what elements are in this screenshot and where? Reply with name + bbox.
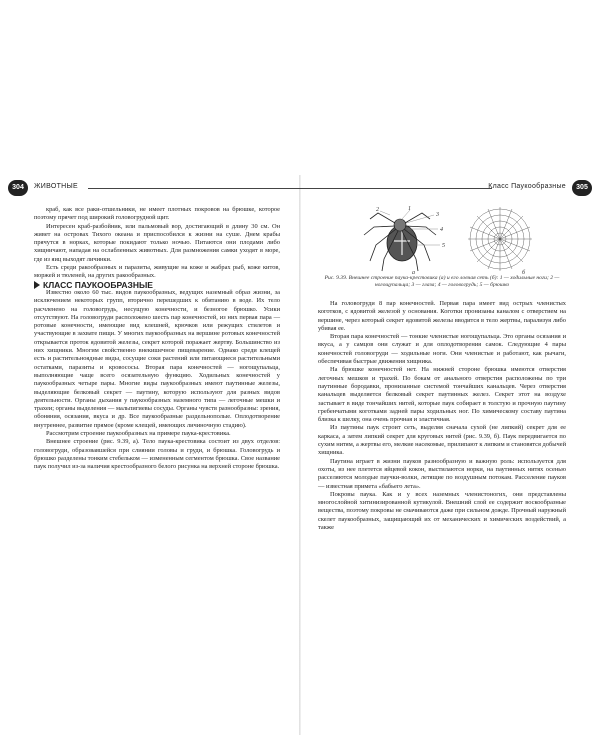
right-page-body	[318, 300, 566, 532]
spider-figure	[350, 205, 560, 275]
body-paragraph: На головогруди 8 пар конечностей. Первая пара имеет вид острых членистых коготков, с ядовитой железой у основания. Коготки пронизаны каналом с отверстием на вершине, через который секрет ядовитой железы вводится в тело жертвы, парализуя либо убивая ее.	[318, 300, 566, 332]
left-page-number: 304	[8, 180, 28, 196]
right-page-header	[300, 180, 592, 196]
body-paragraph: Интересен краб-разбойник, или пальмовый вор, достигающий в длину 30 см. Он живет на островах Тихого океана и приспособился к жизни на суше. Днем крабы прячутся в норках, которые покидают только ночью. Питаются они плодами либо хищничают, нападая на ослабленных животных. Для размножения самки уходят в море, где из яиц выходят личинки.	[34, 222, 280, 263]
body-paragraph: Покровы паука. Как и у всех наземных членистоногих, они представлены многослойной хитинизированной кутикулой. Внешний слой ее содержит воскообразные вещества, поэтому покровы не смачиваются даже при сильном дожде. Прочный наружный скелет паукообразных, защищающий их от механических и химических воздействий, а также	[318, 490, 566, 532]
right-running-title: Класс Паукообразные	[488, 183, 566, 190]
figure-label-3: 3	[436, 212, 439, 218]
figure-label-1: 2	[376, 207, 379, 213]
triangle-bullet-icon	[34, 281, 40, 289]
orb-web-illustration	[468, 207, 532, 271]
figure-sub-a: а	[412, 270, 415, 275]
left-running-title: ЖИВОТНЫЕ	[34, 183, 78, 190]
page-gutter	[299, 175, 301, 735]
section-heading	[34, 281, 280, 289]
body-paragraph: Внешнее строение (рис. 9.39, а). Тело паука-крестовика состоит из двух отделов: головогруди, образовавшейся при слиянии головы и груди, и брюшка. Головогрудь и брюшко разделены тонким стебельком — измененным сегментом брюшка. Свое название паук получил из-за наличия крестообразного белого рисунка на верхней стороне брюшка.	[34, 438, 280, 471]
left-page-header	[8, 180, 300, 196]
body-paragraph: краб, как все раки-отшельники, не имеет плотных покровов на брюшке, которое поэтому прячет под широкий головогрудной щит.	[34, 206, 280, 222]
figure-caption: Рис. 9.39. Внешнее строение паука-крестовика (а) и его ловчая сеть (б): 1 — ходильные ноги; 2 — ногощупальца; 3 — глаза; 4 — головогрудь; 5 — брюшко	[324, 275, 560, 288]
figure-label-4: 4	[440, 227, 443, 233]
body-paragraph: Есть среди ракообразных и паразиты, живущие на коже и жабрах рыб, коже китов, моржей и тюленей, на других ракообразных.	[34, 264, 280, 280]
body-paragraph: Паутина играет в жизни пауков разнообразную и важную роль: используется для охоты, из нее плетется яйцевой кокон, выстилаются норки, на паутинных нитях осенью расселяются молодые паучки-волки, летящие по воздушным потокам. Расселение пауков — известная примета «бабьего лета».	[318, 457, 566, 490]
body-paragraph: Из паутины паук строит сеть, выделяя сначала сухой (не липкий) секрет для ее каркаса, а затем липкий секрет для круговых нитей (рис. 9.39, б). Паук передвигается по сухим нитям, а жертвы его, мелкие насекомые, прилипают к липким и становятся добычей хищника.	[318, 424, 566, 457]
spider-illustration	[364, 210, 440, 271]
body-paragraph: На брюшке конечностей нет. На нижней стороне брюшка имеются отверстия легочных мешков и трахей. По бокам от анального отверстия расположены по три паутинные бородавки, пронизанные системой тончайших канальцев. Через отверстия канальцев выделяется белковый секрет паутинных желез. Секрет этот на воздухе застывает в виде тончайших нитей, которые паук собирает в толстую и прочную паутину гребенчатыми коготками задней пары ходильных ног. По химическому составу паутина близка к шелку, она очень прочная и эластичная.	[318, 366, 566, 424]
right-page-number: 305	[572, 180, 592, 196]
figure-label-2: 1	[408, 206, 411, 212]
figure-sub-b: б	[522, 270, 526, 275]
body-paragraph: Рассмотрим строение паукообразных на примере паука-крестовика.	[46, 430, 231, 438]
left-page-body	[34, 206, 280, 472]
section-heading-text: КЛАСС ПАУКООБРАЗНЫЕ	[43, 279, 153, 290]
left-header-rule	[88, 188, 300, 189]
body-paragraph: Вторая пара конечностей — тонкие членистые ногощупальца. Это органы осязания и вкуса, а у самцов они служат и для оплодотворения самок. Следующие 4 пары конечностей головогруди — ходильные ноги. Они членистые и работают, как рычаги, обеспечивая быстрые движения хищника.	[318, 333, 566, 366]
figure-label-5: 5	[442, 243, 445, 249]
right-header-rule	[300, 188, 492, 189]
body-paragraph: Известно около 60 тыс. видов паукообразных, ведущих наземный образ жизни, за исключением некоторых групп, вторично перешедших к обитанию в воде. Их тело расчленено на головогрудь, несущую конечности, и безногое брюшко. Усики отсутствуют. На головогруди расположено шесть пар конечностей, из них первая пара — ротовые конечности, имеющие вид клешней, крючков или режущих стилетов и участвующие в захвате пищи. У многих паукообразных на вершине ротовых конечностей открывается проток ядовитой железы, секрет которой поражает жертву. Большинство из них хищники. Многим свойственно внекишечное пищеварение. Однако среди клещей есть и растительноядные виды, сосущие соки растений или питающиеся растительными остатками, паразиты и кровососы. Вторая пара конечностей — ногощупальца, выполняющие чаще всего осязательную функцию. Ходильных конечностей у паукообразных четыре пары. Многие виды паукообразных имеют паутинные железы, выделяющие белковый секрет — паутину, которую используют для разных видов деятельности. Органы дыхания у паукообразных наземного типа — легочные мешки и трахеи; органы выделения — мальпигиевы сосуды. Органы чувств разнообразны: зрения, обоняния, осязания, вкуса и др. Все паукообразные раздельнополые. Оплодотворение внутреннее, развитие прямое (кроме клещей, имеющих личиночную стадию).	[34, 288, 280, 429]
